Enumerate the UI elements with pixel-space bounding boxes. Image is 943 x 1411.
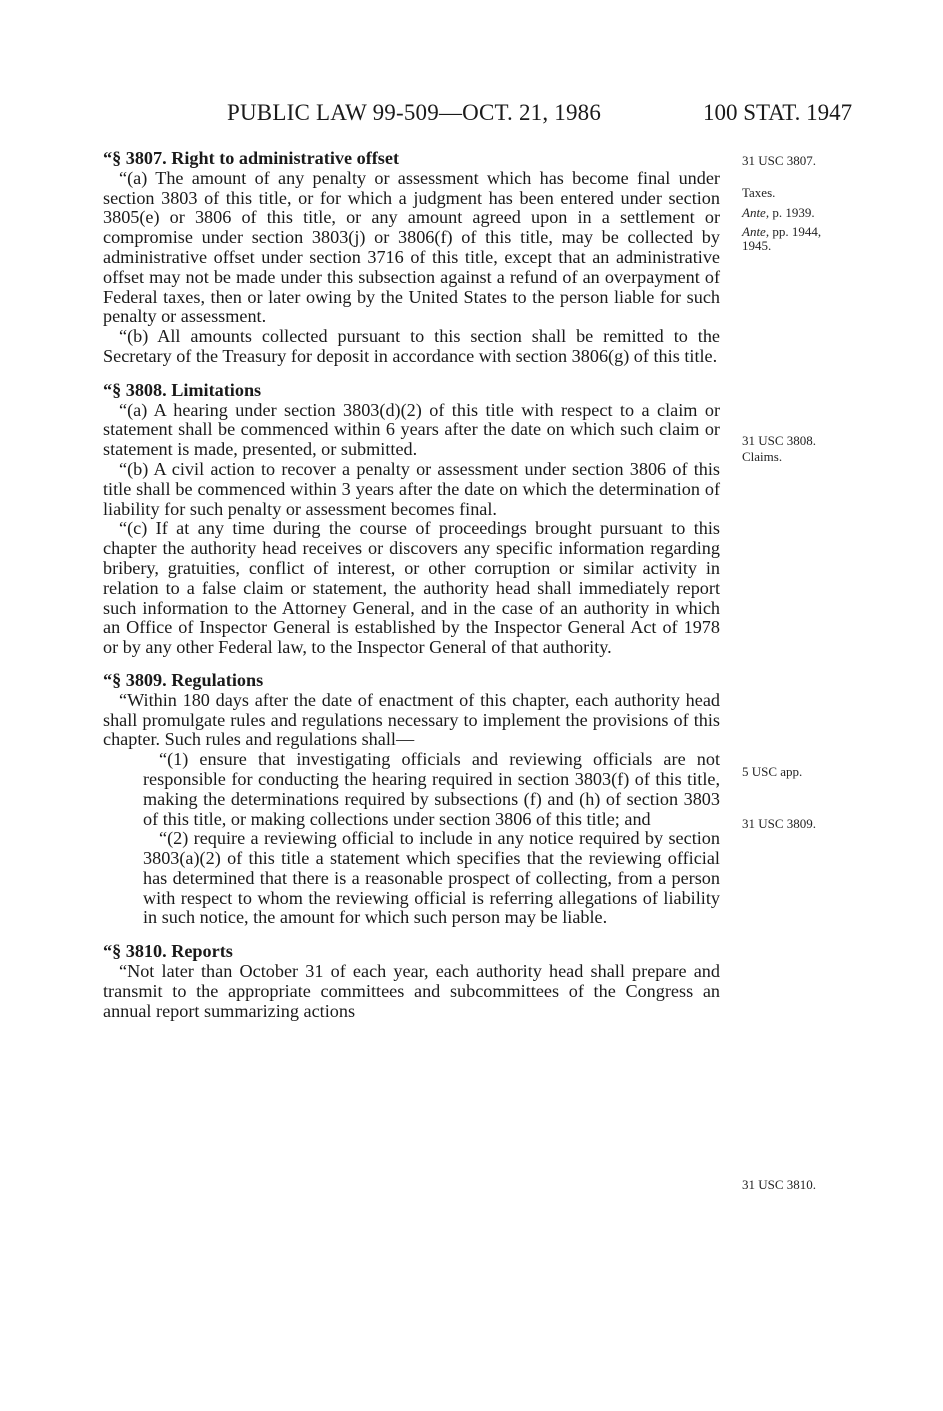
margin-note-usc-3809: 31 USC 3809. [742,816,817,831]
margin-note-claims: Claims. [742,449,783,464]
paragraph-3808-b: “(b) A civil action to recover a penalty or assessment under section 3806 of this title shall be commenced within 3 years after the date on which the determination of liability for such penalty or assessment becomes final. [103,458,720,519]
paragraph-3809-intro: “Within 180 days after the date of enactment of this chapter, each authority head shall promulgate rules and regulations necessary to implement the provisions of this chapter. Such rules and regulations shall— [103,689,720,750]
section-heading-3810: “§ 3810. Reports [103,941,233,962]
section-heading-3808: “§ 3808. Limitations [103,379,262,400]
paragraph-3808-c: “(c) If at any time during the course of proceedings brought pursuant to this chapter the authority head receives or discovers any specific information regarding bribery, gratuities, conflict of interest, or other corruption or similar activity in relation to a false claim or statement, the authority head shall immediately report such information to the Attorney General, and in the case of an authority in which an Office of Inspector General is established by the Inspector General Act of 1978 or by any other Federal law, to the Inspector General of that authority. [103,518,720,658]
margin-note-ante-1944: Ante, pp. 1944, [742,224,822,239]
section-heading-3807: “§ 3807. Right to administrative offset [103,148,400,168]
margin-note-usc-3808: 31 USC 3808. [742,433,817,448]
margin-note-usc-3807: 31 USC 3807. [742,153,817,168]
paragraph-3807-b: “(b) All amounts collected pursuant to this section shall be remitted to the Secretary of the Treasury for deposit in accordance with section 3806(g) of this title. [103,326,720,366]
margin-note-taxes: Taxes. [742,185,776,200]
margin-note-ante-1945: 1945. [742,238,772,253]
paragraph-3808-a: “(a) A hearing under section 3803(d)(2) of this title with respect to a claim or statement shall be commenced within 6 years after the date on which such claim or statement is made, presented, or submitted. [103,399,720,460]
public-law-title: PUBLIC LAW 99-509—OCT. 21, 1986 [227,100,602,125]
paragraph-3809-2: “(2) require a reviewing official to include in any notice required by section 3803(a)(2) of this title a statement which specifies that the reviewing official has determined that there is a reasonable prospect of collecting, from a person with respect to whom the reviewing official is referring allegations of liability in such notice, the amount for which such person may be liable. [143,828,720,928]
margin-note-ante-1939: Ante, p. 1939. [742,205,815,220]
margin-note-usc-3810: 31 USC 3810. [742,1177,817,1192]
margin-note-usc-app: 5 USC app. [742,764,803,779]
stat-citation: 100 STAT. 1947 [703,100,853,125]
section-heading-3809: “§ 3809. Regulations [103,669,264,690]
paragraph-3807-a: “(a) The amount of any penalty or assessment which has become final under section 3803 of this title, or for which a judgment has been entered under section 3805(e) or 3806 of this title, or any amount agreed upon in a settlement or compromise under section 3803(j) or 3806(f) of this title, may be collected by administrative offset under section 3716 of this title, except that an administrative offset may not be made under this subsection against a refund of an overpayment of Federal taxes, then or later owing by the United States to the person liable for such penalty or assessment. [103,167,720,327]
paragraph-3809-1: “(1) ensure that investigating officials and reviewing officials are not responsible for conducting the hearing required in section 3803(f) of this title, making the determinations required by subsections (f) and (h) of section 3803 of this title, or making collections under section 3806 of this title; and [143,749,720,829]
paragraph-3810: “Not later than October 31 of each year, each authority head shall prepare and transmit to the appropriate committees and subcommittees of the Congress an annual report summarizing actions [103,961,720,1021]
